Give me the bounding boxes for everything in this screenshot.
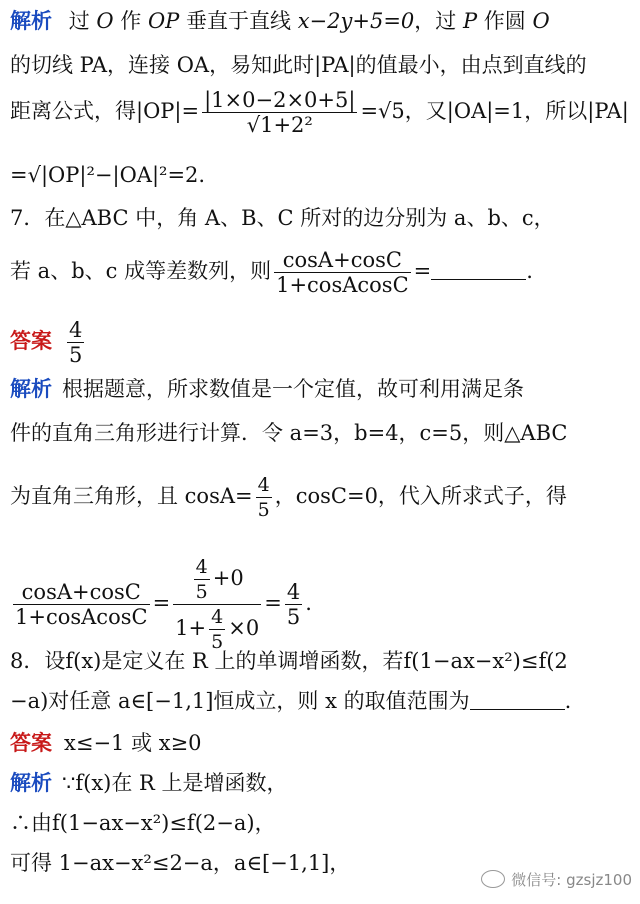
complex-numerator [173,555,261,605]
q7-exp-line3 [0,473,640,522]
text: . [305,591,312,615]
fraction-denominator: 5 [211,631,224,653]
fraction-numerator: |1×0−2×0+5| [204,88,356,112]
p1-line4: =√|OP|²−|OA|²=2. [10,163,206,187]
fraction-denominator: √1+2² [246,113,313,137]
jiexi-label: 解析 [10,771,52,795]
fraction-numerator: 4 [69,318,83,342]
text: 作圆 [483,9,526,33]
text: 若 a、b、c 成等差数列，则 [10,259,272,283]
fraction-denominator: 1+cosAcosC [15,605,148,629]
fraction-numerator: cosA+cosC [13,580,150,605]
fraction-numerator: 4 [257,474,270,496]
p1-line1 [0,8,640,34]
jiexi-label: 解析 [10,9,52,33]
q7-exp-line4 [0,555,640,654]
q7-exp-line2: 件的直角三角形进行计算．令 a=3，b=4，c=5，则△ABC [10,421,568,445]
text: 距离公式，得|OP|= [10,99,200,123]
text: 垂直于直线 [186,9,292,33]
q8-answer-line [0,730,640,756]
text: 1+ [175,616,207,640]
wechat-icon [481,870,505,888]
text: = [413,259,432,283]
text: = [152,591,171,615]
p1-line2: 的切线 PA，连接 OA，易知此时|PA|的值最小，由点到直线的 [10,53,587,77]
point-p: P [462,9,478,33]
point-o: O [96,9,114,33]
answer-blank [431,259,526,280]
q8-exp-line1 [0,770,640,796]
distance-fraction [202,88,357,137]
text: ×0 [228,616,260,640]
point-o: O [532,9,550,33]
expr-fraction [13,580,150,629]
jiexi-label: 解析 [10,377,52,401]
watermark-text: 微信号: gzsjz100 [511,871,632,889]
fraction-numerator: 4 [211,606,224,628]
fraction-denominator: 5 [69,343,83,367]
line-equation: x−2y+5=0 [297,9,415,33]
p1-line3 [0,88,640,137]
cos-a-fraction [256,473,272,522]
text: ，cosC=0，代入所求式子，得 [274,484,567,508]
text: = [264,591,282,615]
complex-fraction [173,555,261,654]
result-fraction [285,580,302,629]
answer-text: x≤−1 或 x≥0 [64,731,202,755]
text: 根据题意，所求数值是一个定值，故可利用满足条 [62,377,524,401]
q8-line2 [0,688,640,714]
fraction-numerator: cosA+cosC [274,248,411,273]
complex-denominator [173,605,261,654]
fraction-denominator: 5 [195,581,208,603]
q7-line2: 若 a、b、c 成等差数列，则 $\frac{\cos A+\cos C}{\text{1+cosAcosC}}$ = . [10,248,533,297]
text: ∵f(x)在 R 上是增函数， [62,771,288,795]
fraction-denominator: 5 [257,499,270,521]
fraction-denominator: 5 [286,605,301,629]
daan-label: 答案 [10,731,52,755]
q8-line1: 8．设f(x)是定义在 R 上的单调增函数，若f(1−ax−x²)≤f(2 [10,649,568,673]
q7-exp-line1 [0,376,640,402]
inner-fraction [194,555,210,604]
q7-answer-line [0,318,640,367]
q7-line1: 7．在△ABC 中，角 A、B、C 所对的边分别为 a、b、c， [10,206,555,230]
text: =√5，又|OA|=1，所以|PA| [360,99,629,123]
answer-fraction [67,318,84,367]
answer-blank [470,689,565,710]
text: +0 [212,566,244,590]
text: 作 [120,9,142,33]
text: −a)对任意 a∈[−1,1]恒成立，则 x 的取值范围为 [10,689,470,713]
inner-fraction [209,605,225,654]
text: 过 [68,9,90,33]
fraction-numerator: 4 [286,580,301,604]
text: 为直角三角形，且 cosA= [10,484,253,508]
fraction-numerator: 4 [195,556,208,578]
daan-label: 答案 [10,329,52,353]
text: . [564,689,572,713]
q8-exp-line3: 可得 1−ax−x²≤2−a，a∈[−1,1]， [10,851,351,875]
watermark [481,869,632,890]
q8-exp-line2: ∴由f(1−ax−x²)≤f(2−a)， [10,811,276,835]
q7-fraction [274,248,411,297]
fraction-denominator: 1+cosAcosC [276,273,409,297]
text: ，过 [414,9,457,33]
segment-op: OP [147,9,180,33]
